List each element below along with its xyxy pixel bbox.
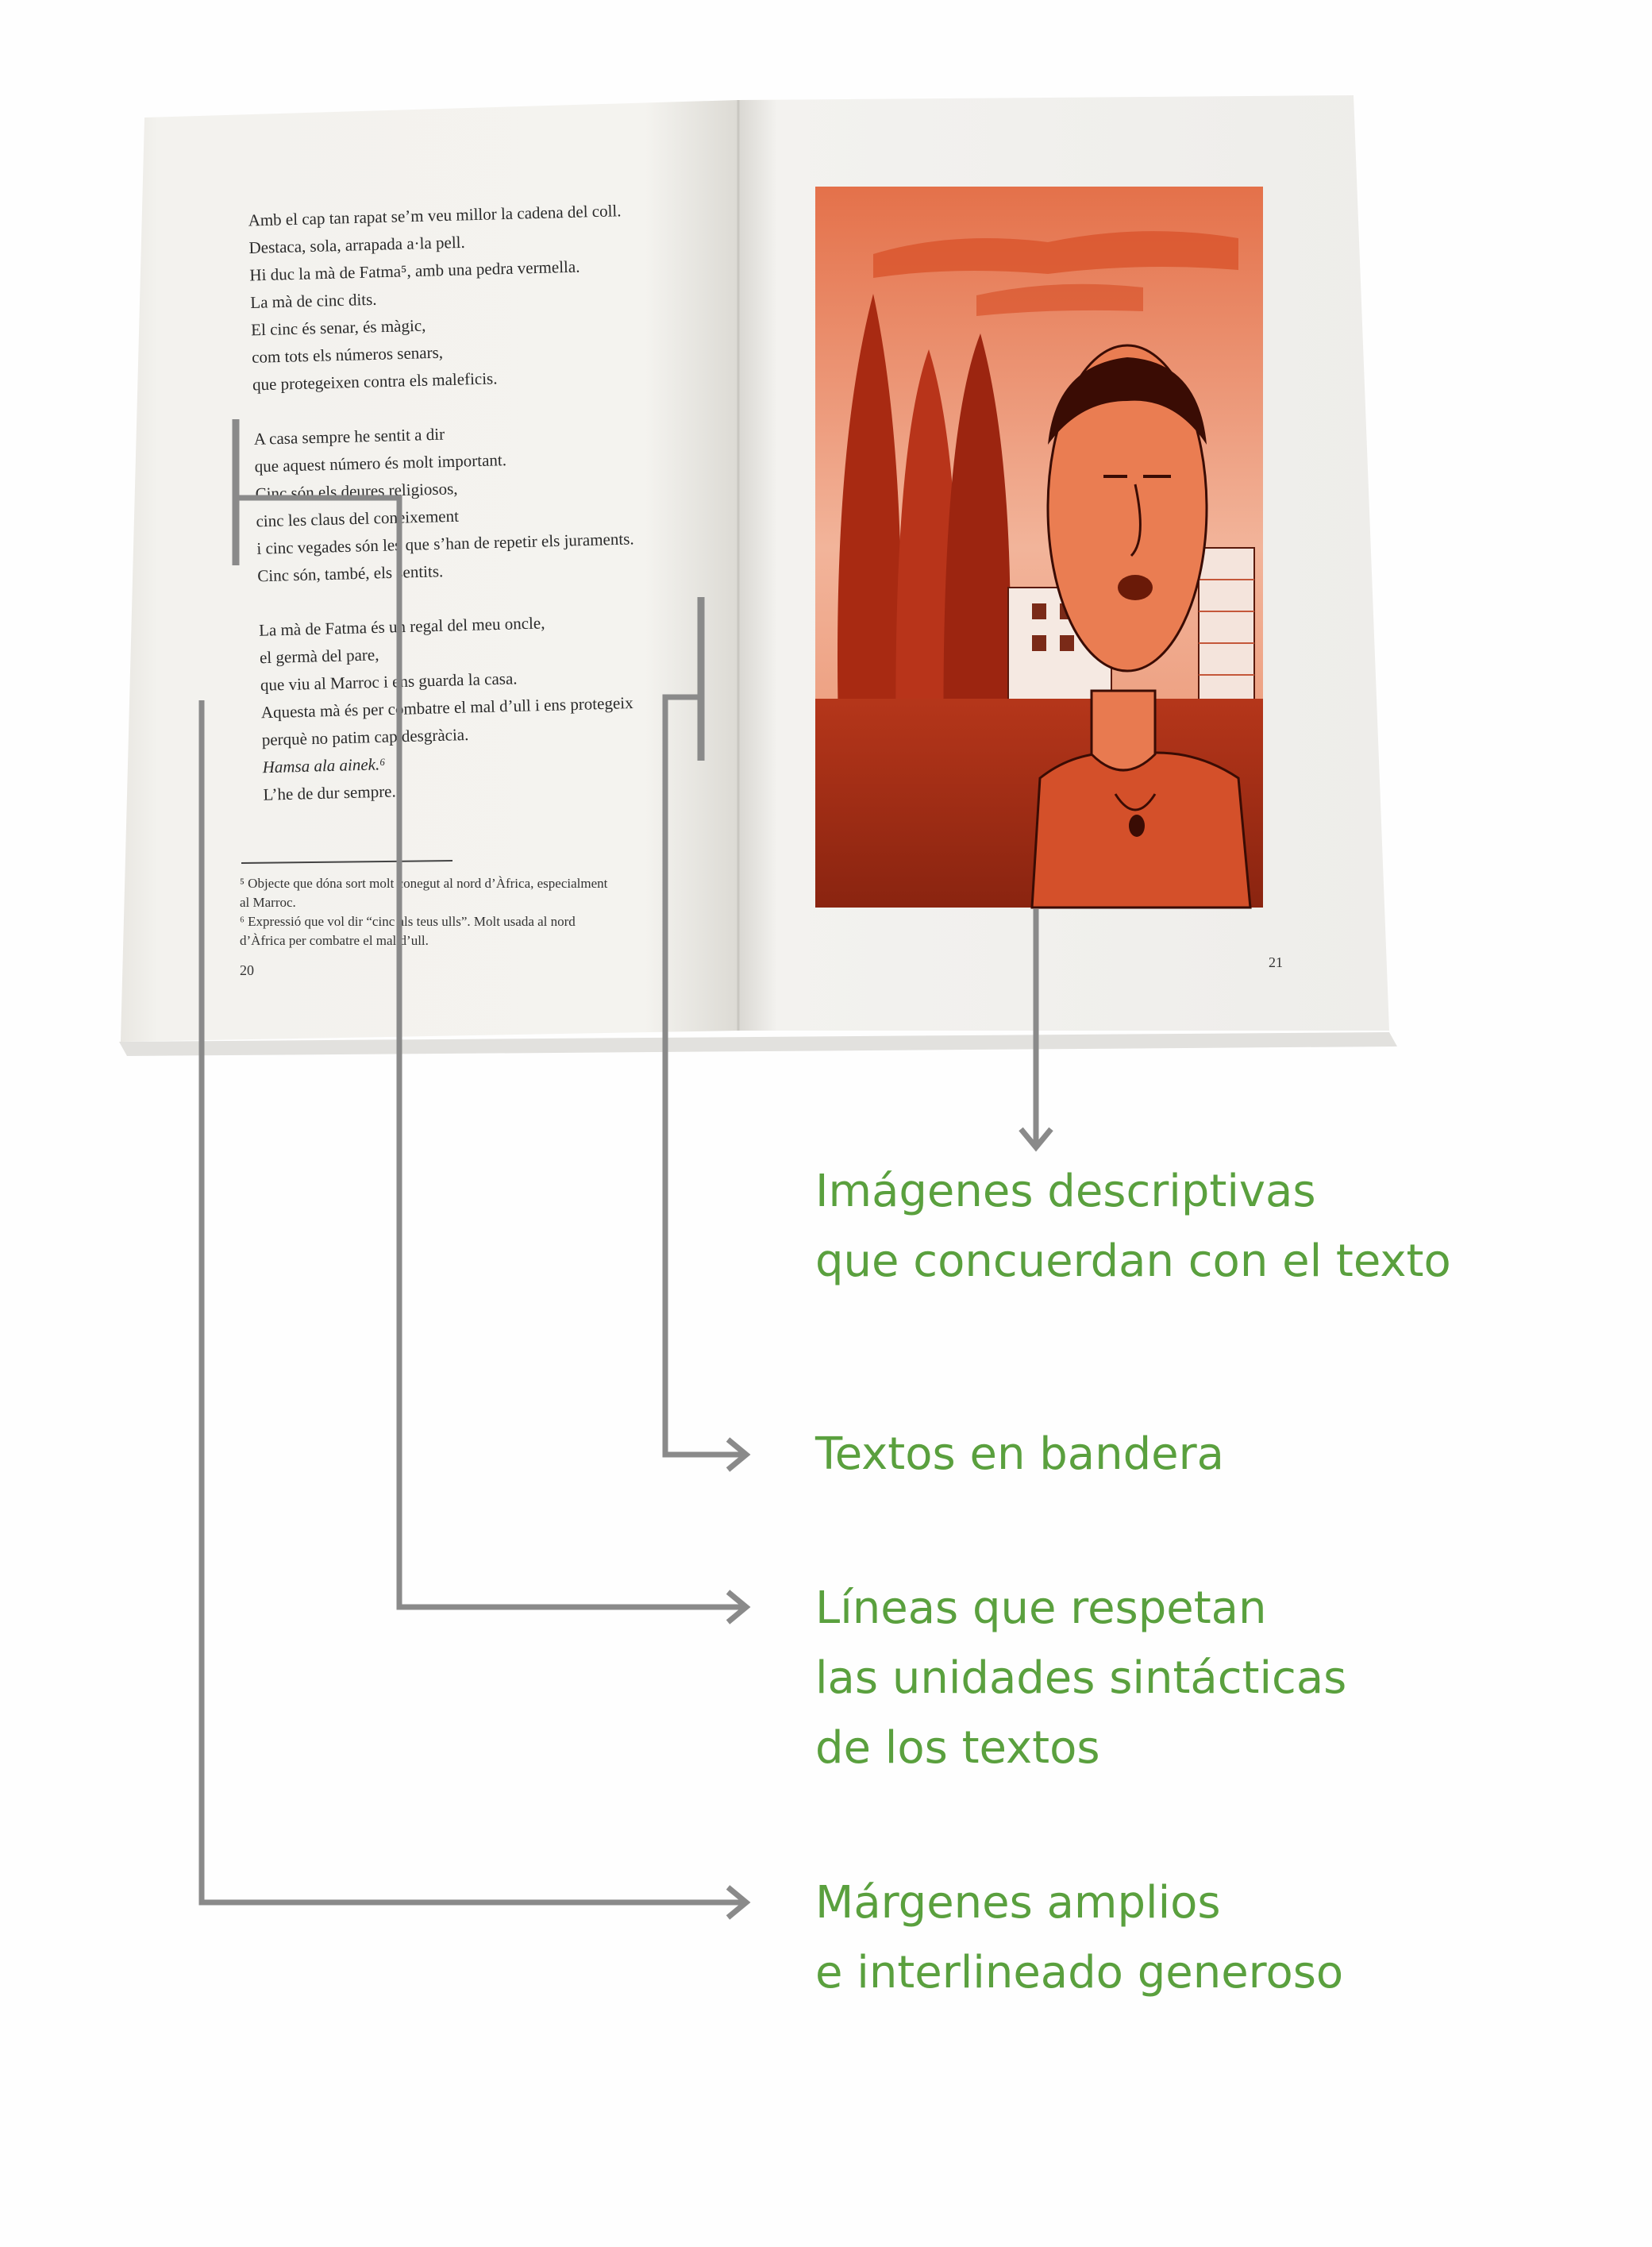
poem-line: El cinc és senar, és màgic,: [250, 315, 426, 340]
poem-line: A casa sempre he sentit a dir: [253, 424, 445, 449]
label-syntax-line-2: las unidades sintácticas: [815, 1652, 1347, 1704]
poem-line: cinc les claus del coneixement: [256, 506, 460, 531]
poem-line: com tots els números senars,: [251, 342, 444, 367]
poem-line: que aquest número és molt important.: [254, 450, 507, 476]
label-margins-line-1: Márgenes amplios: [815, 1877, 1221, 1929]
poem-line: La mà de Fatma és un regal del meu oncle,: [258, 613, 545, 640]
label-margins-line-2: e interlineado generoso: [815, 1947, 1344, 1998]
illustration: [815, 187, 1263, 908]
poem-line: Hamsa ala ainek.⁶: [262, 754, 386, 777]
poem-line: Cinc són, també, els sentits.: [257, 561, 444, 586]
label-flag-line-1: Textos en bandera: [815, 1428, 1224, 1480]
poem-line: Hi duc la mà de Fatma⁵, amb una pedra vermella.: [249, 256, 580, 285]
poem-line: Aquesta mà és per combatre el mal d’ull i ens protegeix: [260, 693, 633, 723]
poem-line: perquè no patim cap desgràcia.: [261, 724, 469, 750]
poem-line: L’he de dur sempre.: [263, 781, 397, 804]
poem-line: Amb el cap tan rapat se’m veu millor la cadena del coll.: [248, 201, 622, 230]
label-syntax-line-3: de los textos: [815, 1722, 1100, 1774]
poem-line: que viu al Marroc i ens guarda la casa.: [260, 669, 518, 695]
label-margins: [815, 1868, 1343, 2008]
page-number-left: 20: [240, 962, 254, 978]
poem-line: Destaca, sola, arrapada a·la pell.: [248, 232, 466, 257]
label-flag: [815, 1420, 1224, 1490]
poem-line: i cinc vegades són les que s’han de repetir els juraments.: [256, 529, 634, 558]
footnote-line: al Marroc.: [240, 895, 296, 910]
poem-line: el germà del pare,: [259, 645, 379, 668]
label-images-line-1: Imágenes descriptivas: [815, 1166, 1316, 1217]
footnote-line: ⁵ Objecte que dóna sort molt conegut al nord d’Àfrica, especialment: [240, 876, 608, 891]
page-number-right: 21: [1269, 954, 1283, 970]
label-syntax-line-1: Líneas que respetan: [815, 1582, 1267, 1634]
footnote-line: ⁶ Expressió que vol dir “cinc als teus ulls”. Molt usada al nord: [240, 914, 576, 929]
poem-line: Cinc són els deures religiosos,: [255, 479, 458, 503]
label-images-line-2: que concuerdan con el texto: [815, 1235, 1451, 1287]
poem-line: La mà de cinc dits.: [250, 289, 377, 312]
label-images: [815, 1157, 1451, 1297]
poem-line: que protegeixen contra els maleficis.: [252, 368, 498, 395]
footnote-line: d’Àfrica per combatre el mal d’ull.: [240, 933, 429, 948]
label-syntax: [815, 1574, 1346, 1783]
